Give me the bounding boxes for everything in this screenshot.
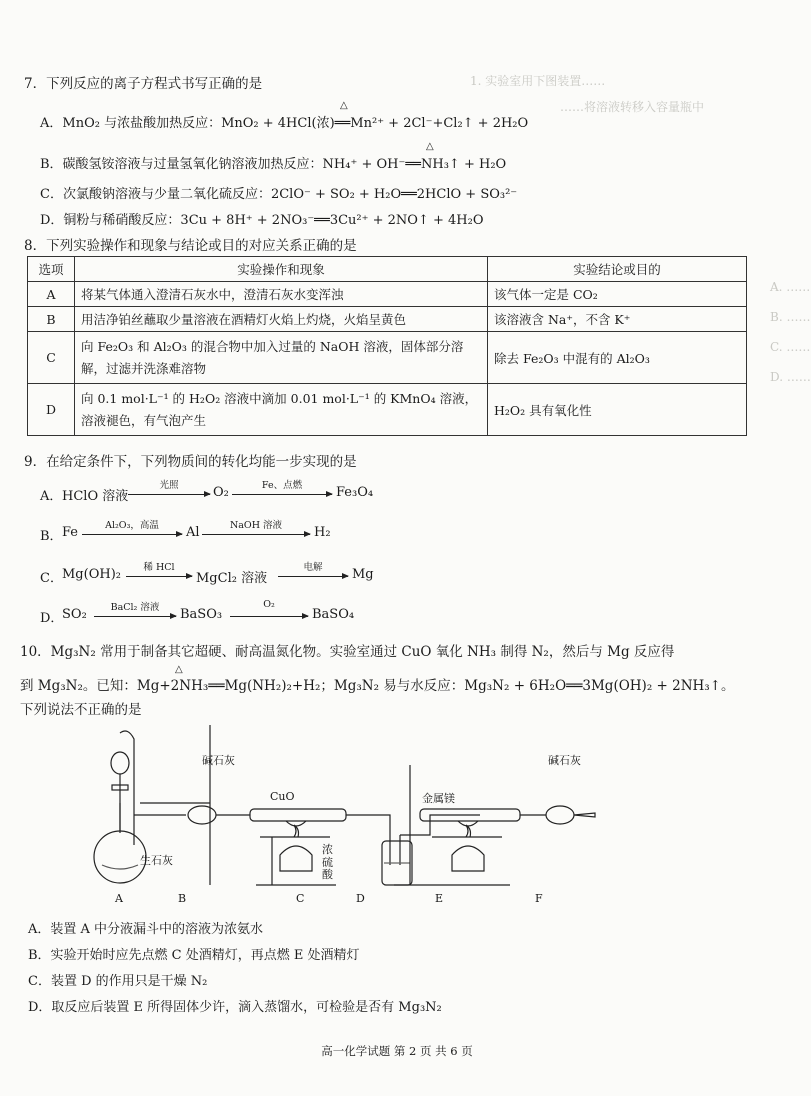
q9-option-letter: C．: [40, 571, 63, 586]
q9-species: Fe₃O₄: [336, 485, 374, 500]
label-apparatus-b: B: [178, 892, 187, 905]
arrow-icon: [232, 494, 332, 495]
question-8-stem: 8．下列实验操作和现象与结论或目的对应关系正确的是: [24, 238, 357, 254]
table-cell: H₂O₂ 具有氧化性: [488, 384, 747, 436]
q9-species: HClO 溶液: [62, 489, 129, 504]
q10-option-b: B．实验开始时应先点燃 C 处酒精灯，再点燃 E 处酒精灯: [28, 948, 360, 963]
table-header: 实验结论或目的: [488, 257, 747, 282]
q7-option-a: A．MnO₂ 与浓盐酸加热反应：MnO₂ + 4HCl(浓)══Mn²⁺ + 2Cl⁻+Cl₂↑ + 2H₂O: [40, 116, 529, 131]
round-flask: [94, 831, 146, 883]
label-magnesium: 金属镁: [422, 792, 455, 805]
apparatus-diagram: [90, 725, 610, 905]
table-cell: A: [28, 282, 75, 307]
funnel-bulb: [111, 752, 129, 774]
label-quicklime: 生石灰: [140, 854, 173, 867]
question-7-stem: 7．下列反应的离子方程式书写正确的是: [24, 76, 263, 92]
alcohol-lamp-c: [280, 846, 312, 871]
table-cell: 向 Fe₂O₃ 和 Al₂O₃ 的混合物中加入过量的 NaOH 溶液，固体部分溶解，过滤并洗涤难溶物: [75, 332, 488, 384]
separatory-funnel: [120, 731, 134, 845]
label-soda-lime: 碱石灰: [548, 754, 581, 767]
label-concentrated-acid: 浓硫酸: [322, 843, 333, 882]
arrow-icon: [278, 576, 348, 577]
heat-mark: △: [340, 100, 348, 111]
q9-condition: 电解: [303, 562, 323, 573]
label-apparatus-a: A: [115, 892, 123, 905]
ghost-text: C. ……: [770, 340, 811, 354]
q10-option-a: A．装置 A 中分液漏斗中的溶液为浓氨水: [28, 922, 264, 937]
ghost-text: D. ……: [770, 370, 811, 384]
arrow-icon: [202, 534, 310, 535]
page-footer: 高一化学试题 第 2 页 共 6 页: [321, 1044, 473, 1058]
ghost-text: ……将溶液转移入容量瓶中: [560, 100, 705, 114]
table-cell: C: [28, 332, 75, 384]
drying-tube-b: [188, 806, 216, 824]
q10-option-c: C．装置 D 的作用只是干燥 N₂: [28, 974, 208, 989]
table-header: 选项: [28, 257, 75, 282]
label-apparatus-d: D: [356, 892, 365, 905]
q9-option-letter: B．: [40, 529, 63, 544]
q9-species: Mg: [352, 567, 374, 582]
q7-option-d: D．铜粉与稀硝酸反应：3Cu + 8H⁺ + 2NO₃⁻══3Cu²⁺ + 2NO↑ + 4H₂O: [40, 213, 484, 228]
arrow-icon: [128, 494, 210, 495]
q9-species: BaSO₄: [312, 607, 355, 622]
q7-option-b: B．碳酸氢铵溶液与过量氢氧化钠溶液加热反应：NH₄⁺ + OH⁻══NH₃↑ + H₂O: [40, 157, 507, 172]
q10-option-d: D．取反应后装置 E 所得固体少许，滴入蒸馏水，可检验是否有 Mg₃N₂: [28, 1000, 442, 1015]
alcohol-lamp-e: [452, 846, 484, 871]
heat-mark: △: [175, 664, 183, 675]
table-cell: 向 0.1 mol·L⁻¹ 的 H₂O₂ 溶液中滴加 0.01 mol·L⁻¹ 的 KMnO₄ 溶液，溶液褪色，有气泡产生: [75, 384, 488, 436]
arrow-icon: [126, 576, 192, 577]
table-cell: 将某气体通入澄清石灰水中，澄清石灰水变浑浊: [75, 282, 488, 307]
q9-condition: 稀 HCl: [143, 562, 175, 573]
ghost-text: 1. 实验室用下图装置……: [470, 74, 606, 88]
table-cell: 该气体一定是 CO₂: [488, 282, 747, 307]
q9-species: BaSO₃: [180, 607, 223, 622]
drying-tube-f: [546, 806, 574, 824]
q9-species: MgCl₂ 溶液: [196, 571, 268, 586]
label-apparatus-c: C: [296, 892, 305, 905]
arrow-icon: [94, 616, 176, 617]
q9-condition: NaOH 溶液: [229, 520, 283, 531]
q8-table: [27, 256, 747, 436]
combustion-tube-c: [250, 809, 346, 821]
q9-condition: Al₂O₃，高温: [105, 520, 159, 531]
q9-condition: 光照: [159, 480, 179, 491]
table-cell: 该溶液含 Na⁺，不含 K⁺: [488, 307, 747, 332]
table-header: 实验操作和现象: [75, 257, 488, 282]
q9-species: O₂: [213, 485, 229, 500]
table-cell: 除去 Fe₂O₃ 中混有的 Al₂O₃: [488, 332, 747, 384]
arrow-icon: [230, 616, 308, 617]
q9-species: SO₂: [62, 607, 87, 622]
q9-species: Al: [186, 525, 200, 540]
question-10-stem: 下列说法不正确的是: [20, 702, 142, 718]
q9-species: Mg(OH)₂: [62, 567, 121, 582]
label-cuo: CuO: [270, 790, 295, 803]
label-apparatus-f: F: [535, 892, 543, 905]
q9-condition: O₂: [263, 599, 275, 610]
q9-species: H₂: [314, 525, 331, 540]
q9-option-letter: A．: [40, 489, 63, 504]
ghost-text: B. ……: [770, 310, 811, 324]
q9-species: Fe: [62, 525, 79, 540]
question-10-stem: 10．Mg₃N₂ 常用于制备其它超硬、耐高温氮化物。实验室通过 CuO 氧化 NH₃ 制得 N₂，然后与 Mg 反应得: [20, 644, 675, 660]
table-cell: B: [28, 307, 75, 332]
question-9-stem: 9．在给定条件下，下列物质间的转化均能一步实现的是: [24, 454, 357, 470]
q9-condition: BaCl₂ 溶液: [110, 602, 160, 613]
question-10-stem: 到 Mg₃N₂。已知：Mg+2NH₃══Mg(NH₂)₂+H₂；Mg₃N₂ 易与水反应：Mg₃N₂ + 6H₂O══3Mg(OH)₂ + 2NH₃↑。: [20, 678, 735, 694]
arrow-icon: [82, 534, 182, 535]
label-soda-lime: 碱石灰: [202, 754, 235, 767]
table-cell: D: [28, 384, 75, 436]
q9-condition: Fe、点燃: [261, 480, 303, 491]
table-cell: 用洁净铂丝蘸取少量溶液在酒精灯火焰上灼烧，火焰呈黄色: [75, 307, 488, 332]
ghost-text: A. ……: [770, 280, 811, 294]
label-apparatus-e: E: [435, 892, 444, 905]
q7-option-c: C．次氯酸钠溶液与少量二氧化硫反应：2ClO⁻ + SO₂ + H₂O══2HClO + SO₃²⁻: [40, 187, 518, 202]
q9-option-letter: D．: [40, 611, 64, 626]
heat-mark: △: [426, 141, 434, 152]
